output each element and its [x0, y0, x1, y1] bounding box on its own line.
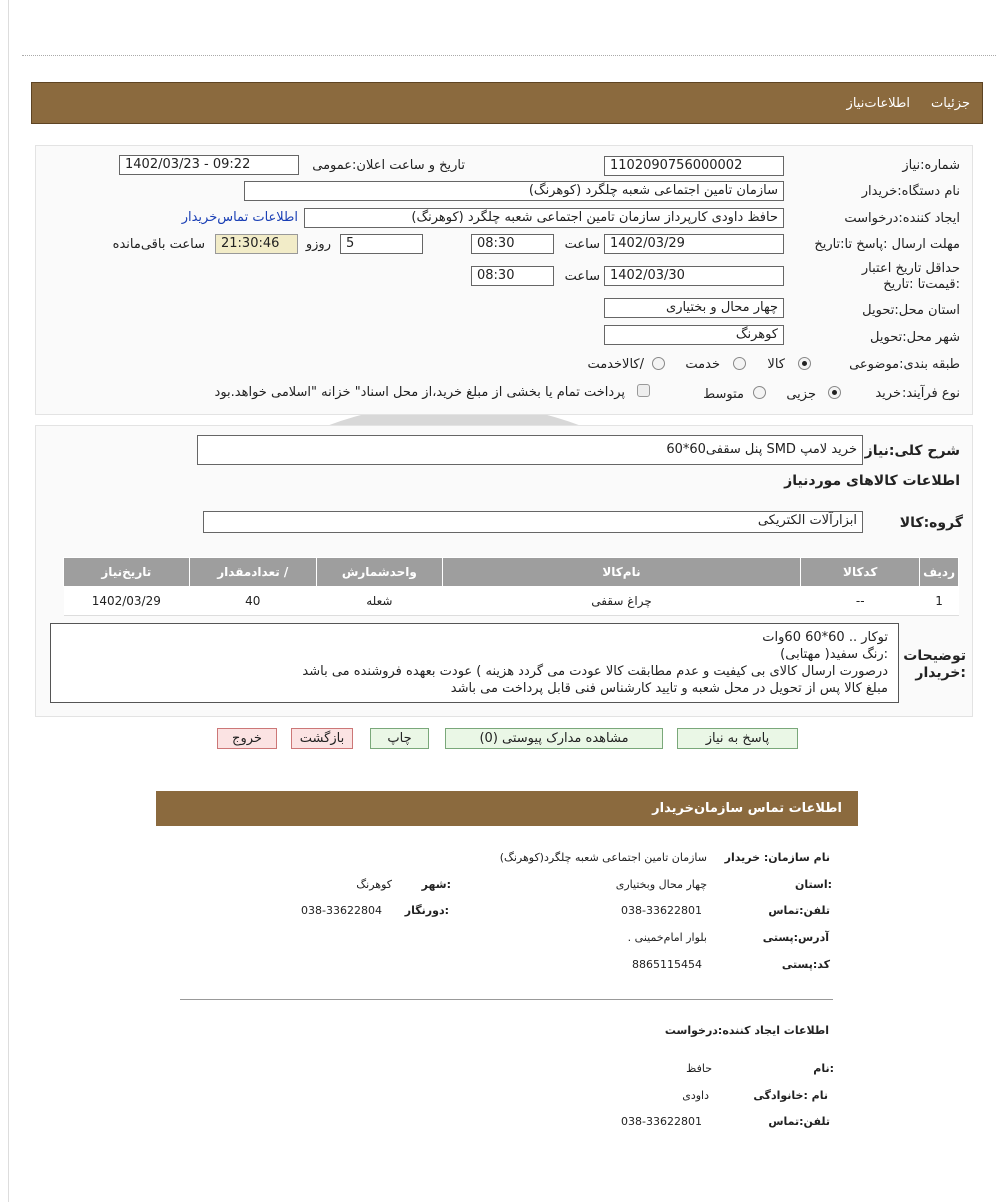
contact-org-value: سازمان تامین اجتماعی شعبه چلگرد(کوهرنگ)	[499, 851, 707, 864]
reply-to-need-button[interactable]: پاسخ به نیاز	[677, 728, 798, 749]
col-row: ردیف	[920, 558, 959, 587]
need-number-field: 1102090756000002	[604, 156, 784, 176]
page-header	[31, 82, 983, 124]
deadline-date-field: 1402/03/29	[604, 234, 784, 254]
contact-phone-label: تلفن:تماس	[768, 904, 830, 917]
creator-name-value: حافظ	[686, 1062, 712, 1075]
deadline-time-field: 08:30	[471, 234, 554, 254]
remaining-time: 21:30:46	[215, 234, 298, 254]
process-partial-radio[interactable]	[828, 386, 841, 399]
days-field: 5	[340, 234, 423, 254]
remaining-label: ساعت باقی‌مانده	[112, 237, 205, 252]
back-button[interactable]: بازگشت	[291, 728, 353, 749]
buyer-org-label: نام دستگاه:خریدار	[861, 184, 960, 199]
cell-unit: شعله	[316, 587, 442, 616]
need-description-field: خرید لامپ SMD پنل سقفی60*60	[197, 435, 863, 465]
contact-postal-label: کد:پستی	[781, 958, 830, 971]
process-medium-radio[interactable]	[753, 386, 766, 399]
process-buy-label: خرید	[875, 386, 901, 401]
col-date: تاریخ‌نیاز	[64, 558, 190, 587]
contact-address-value: بلوار امام‌خمینی .	[627, 931, 707, 944]
goods-group-label: گروه:کالا	[899, 515, 963, 531]
need-description-label: شرح کلی:نیاز	[864, 443, 960, 459]
col-qty: / تعدادمقدار	[189, 558, 316, 587]
contact-province-label: :استان	[795, 878, 832, 891]
contact-fax-value: 038-33622804	[301, 904, 382, 917]
col-name: نام‌کالا	[442, 558, 801, 587]
view-attachments-button[interactable]: مشاهده مدارک پیوستی (0)	[445, 728, 663, 749]
top-divider	[22, 55, 996, 56]
cell-qty: 40	[189, 587, 316, 616]
goods-table	[63, 557, 959, 616]
creator-family-value: داودی	[682, 1089, 709, 1102]
contact-postal-value: 8865115454	[632, 958, 702, 971]
province-label: استان محل:تحویل	[862, 303, 960, 318]
treasury-payment-note: پرداخت تمام یا بخشی از مبلغ خرید،از محل اسناد" خزانه "اسلامی خواهد.بود	[214, 385, 625, 400]
goods-table-header	[64, 558, 959, 587]
col-code: کدکالا	[801, 558, 920, 587]
goods-info-title: اطلاعات کالاهای موردنیاز	[784, 473, 960, 489]
need-number-label: شماره:نیاز	[902, 158, 960, 173]
buyer-contact-header	[156, 791, 858, 826]
buyer-notes-line: :رنگ سفید( مهتابی)	[780, 647, 888, 662]
tab-details[interactable]: جزئیات	[931, 96, 970, 111]
exit-button[interactable]: خروج	[217, 728, 277, 749]
contact-address-label: آدرس:پستی	[762, 931, 829, 944]
buyer-notes-line: درصورت ارسال کالای بی کیفیت و عدم مطابقت کالا عودت می گردد هزینه ) عودت بعهده فروشنده می باشد	[302, 664, 888, 679]
print-button[interactable]: چاپ	[370, 728, 429, 749]
buyer-contact-link[interactable]: اطلاعات تماس‌خریدار	[181, 210, 298, 225]
requester-label: ایجاد کننده:درخواست	[844, 211, 960, 226]
buyer-notes-box	[50, 623, 899, 703]
validity-date-field: 1402/03/30	[604, 266, 784, 286]
table-row	[64, 587, 959, 616]
province-field: چهار محال و بختیاری	[604, 298, 784, 318]
validity-time-field: 08:30	[471, 266, 554, 286]
process-partial-label: جزیی	[786, 387, 816, 402]
requester-field: حافظ داودی کارپرداز سازمان تامین اجتماعی شعبه چلگرد (کوهرنگ)	[304, 208, 784, 228]
contact-org-label: نام سازمان: خریدار	[724, 851, 830, 864]
creator-info-title: اطلاعات ایجاد کننده:درخواست	[664, 1024, 829, 1037]
col-unit: واحدشمارش	[316, 558, 442, 587]
tab-need-info[interactable]: اطلاعات‌نیاز	[846, 96, 910, 111]
creator-phone-label: تلفن:تماس	[768, 1115, 830, 1128]
cell-code: --	[801, 587, 920, 616]
process-label: نوع فرآیند:	[902, 386, 960, 401]
category-service-radio[interactable]	[733, 357, 746, 370]
buyer-contact-title: اطلاعات تماس سازمان‌خریدار	[652, 801, 842, 816]
creator-family-label: نام :خانوادگی	[753, 1089, 828, 1102]
deadline-label: مهلت ارسال :پاسخ تا:تاریخ	[814, 237, 960, 252]
contact-city-value: کوهرنگ	[356, 878, 392, 891]
cell-row: 1	[920, 587, 959, 616]
cell-date: 1402/03/29	[64, 587, 190, 616]
buyer-notes-label: توضیحات :خریدار	[903, 648, 966, 681]
category-both-label: /کالاخدمت	[587, 357, 644, 372]
contact-province-value: چهار محال وبختیاری	[615, 878, 707, 891]
creator-name-label: :نام	[813, 1062, 834, 1075]
contact-divider	[180, 999, 833, 1000]
goods-group-field: ابزارآلات الکتریکی	[203, 511, 863, 533]
validity-time-label: ساعت	[564, 269, 600, 284]
buyer-org-field: سازمان تامین اجتماعی شعبه چلگرد (کوهرنگ)	[244, 181, 784, 201]
contact-city-label: :شهر	[421, 878, 451, 891]
buyer-notes-line: توکار .. 60*60 60وات	[762, 630, 888, 645]
page-left-border	[8, 0, 9, 1202]
category-goods-radio[interactable]	[798, 357, 811, 370]
category-label: طبقه بندی:موضوعی	[849, 357, 960, 372]
category-service-label: خدمت	[685, 357, 720, 372]
validity-label: حداقل تاریخ اعتبار :قیمت‌تا :تاریخ	[861, 261, 960, 292]
announce-date-field: 1402/03/23 - 09:22	[119, 155, 299, 175]
announce-date-label: تاریخ و ساعت اعلان:عمومی	[312, 158, 465, 173]
category-goods-label: کالا	[767, 357, 785, 372]
deadline-time-label: ساعت	[564, 237, 600, 252]
days-label: روزو	[305, 237, 331, 252]
city-field: کوهرنگ	[604, 325, 784, 345]
buyer-notes-line: مبلغ کالا پس از تحویل در محل شعبه و تایید کارشناس فنی قابل پرداخت می باشد	[450, 681, 888, 696]
creator-phone-value: 038-33622801	[621, 1115, 702, 1128]
contact-phone-value: 038-33622801	[621, 904, 702, 917]
process-medium-label: متوسط	[703, 387, 744, 402]
category-both-radio[interactable]	[652, 357, 665, 370]
contact-fax-label: :دورنگار	[404, 904, 449, 917]
treasury-payment-checkbox[interactable]	[637, 384, 650, 397]
cell-name: چراغ سقفی	[442, 587, 801, 616]
city-label: شهر محل:تحویل	[870, 330, 960, 345]
